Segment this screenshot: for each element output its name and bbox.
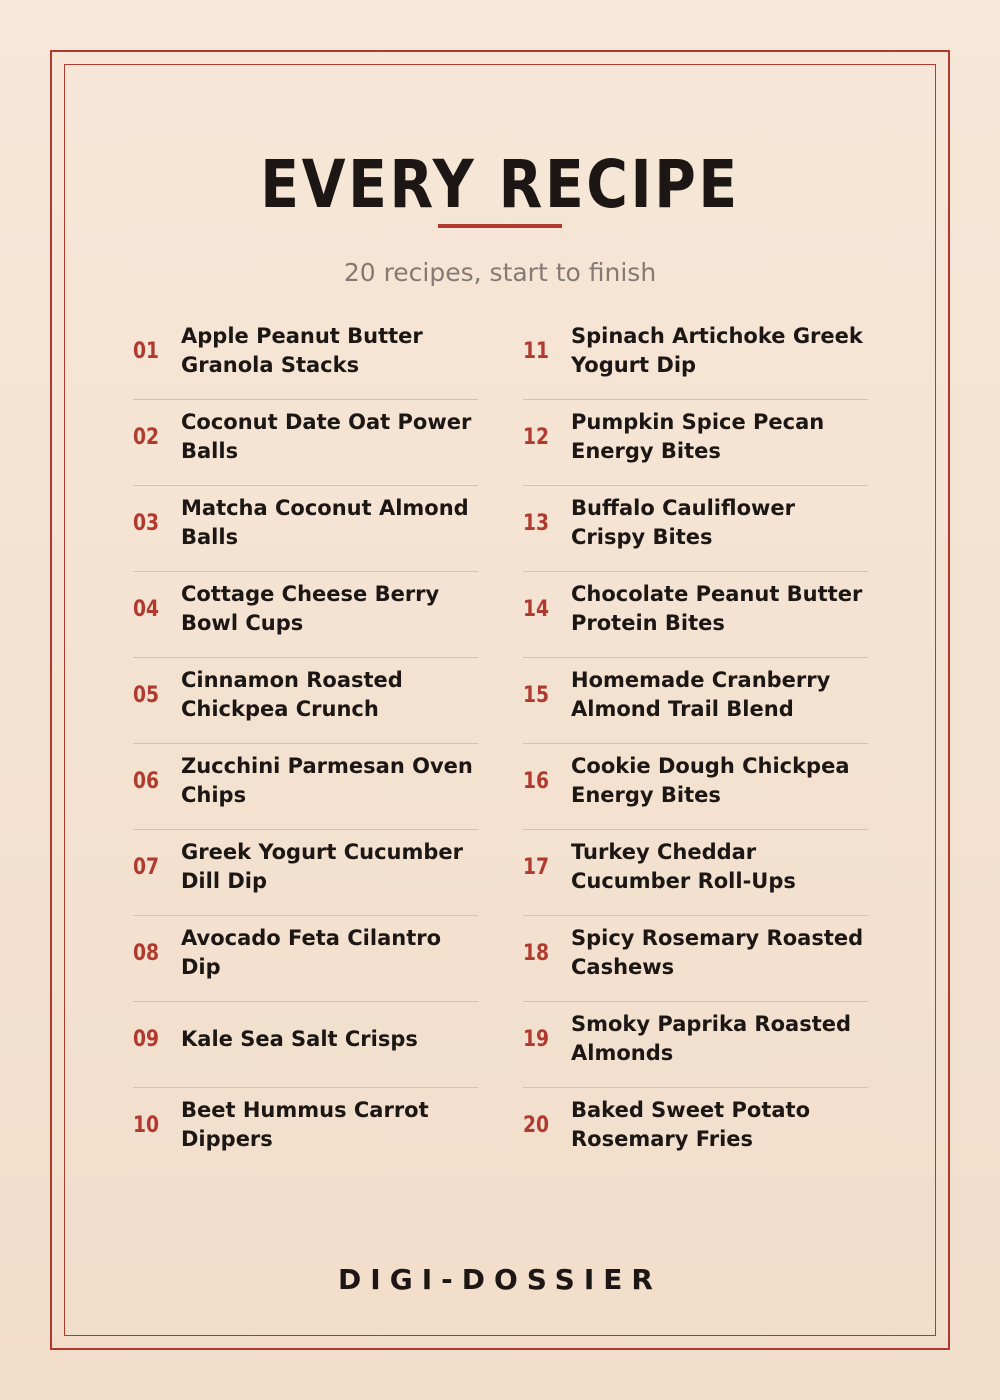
recipe-name: Chocolate Peanut Butter Protein Bites [571, 582, 863, 635]
list-item [523, 400, 868, 486]
recipe-number: 01 [133, 338, 160, 364]
list-item [133, 658, 478, 744]
list-item [523, 486, 868, 572]
title-underline [438, 224, 562, 228]
list-item [523, 916, 868, 1002]
list-item [523, 658, 868, 744]
recipe-name: Pumpkin Spice Pecan Energy Bites [571, 410, 825, 463]
list-item [133, 744, 478, 830]
recipe-name: Smoky Paprika Roasted Almonds [571, 1012, 852, 1065]
recipe-name: Spinach Artichoke Greek Yogurt Dip [571, 324, 863, 377]
recipe-number: 10 [133, 1112, 160, 1138]
recipe-name: Beet Hummus Carrot Dippers [181, 1098, 429, 1151]
list-item [523, 1002, 868, 1088]
list-item [133, 1002, 478, 1088]
recipe-number: 06 [133, 768, 160, 794]
list-item [133, 572, 478, 658]
recipe-number: 03 [133, 510, 160, 536]
recipe-name: Kale Sea Salt Crisps [181, 1026, 418, 1051]
page-subtitle: 20 recipes, start to finish [343, 258, 657, 287]
list-item [133, 1088, 478, 1173]
list-item [523, 1088, 868, 1173]
recipe-number: 17 [523, 854, 550, 880]
list-item [523, 314, 868, 400]
recipe-number: 19 [523, 1026, 550, 1052]
recipe-number: 12 [523, 424, 550, 450]
recipe-name: Avocado Feta Cilantro Dip [181, 926, 442, 979]
recipe-name: Homemade Cranberry Almond Trail Blend [571, 668, 831, 721]
recipe-name: Cottage Cheese Berry Bowl Cups [181, 582, 440, 635]
list-item [133, 916, 478, 1002]
recipe-number: 09 [133, 1026, 160, 1052]
recipe-name: Greek Yogurt Cucumber Dill Dip [181, 840, 464, 893]
recipe-name: Turkey Cheddar Cucumber Roll-Ups [571, 840, 796, 893]
recipe-number: 20 [523, 1112, 550, 1138]
recipe-name: Matcha Coconut Almond Balls [181, 496, 469, 549]
recipe-number: 16 [523, 768, 550, 794]
brand-footer: DIGI-DOSSIER [338, 1263, 662, 1296]
recipe-name: Apple Peanut Butter Granola Stacks [181, 324, 423, 377]
recipe-number: 11 [523, 338, 550, 364]
list-item [133, 486, 478, 572]
recipe-name: Cinnamon Roasted Chickpea Crunch [181, 668, 403, 721]
recipe-number: 02 [133, 424, 160, 450]
recipe-list-right [523, 314, 868, 1173]
recipe-number: 08 [133, 940, 160, 966]
recipe-list-left [133, 314, 478, 1173]
recipe-number: 04 [133, 596, 160, 622]
list-item [133, 400, 478, 486]
list-item [133, 830, 478, 916]
recipe-number: 18 [523, 940, 550, 966]
page-title: EVERY RECIPE [260, 146, 740, 223]
list-item [523, 744, 868, 830]
list-item [523, 830, 868, 916]
list-item [133, 314, 478, 400]
recipe-number: 15 [523, 682, 550, 708]
recipe-number: 05 [133, 682, 160, 708]
recipe-number: 07 [133, 854, 160, 880]
recipe-name: Cookie Dough Chickpea Energy Bites [571, 754, 850, 807]
recipe-name: Coconut Date Oat Power Balls [181, 410, 472, 463]
recipe-number: 14 [523, 596, 550, 622]
recipe-name: Buffalo Cauliflower Crispy Bites [571, 496, 795, 549]
recipe-name: Zucchini Parmesan Oven Chips [181, 754, 473, 807]
recipe-name: Spicy Rosemary Roasted Cashews [571, 926, 864, 979]
recipe-number: 13 [523, 510, 550, 536]
recipe-name: Baked Sweet Potato Rosemary Fries [571, 1098, 811, 1151]
list-item [523, 572, 868, 658]
